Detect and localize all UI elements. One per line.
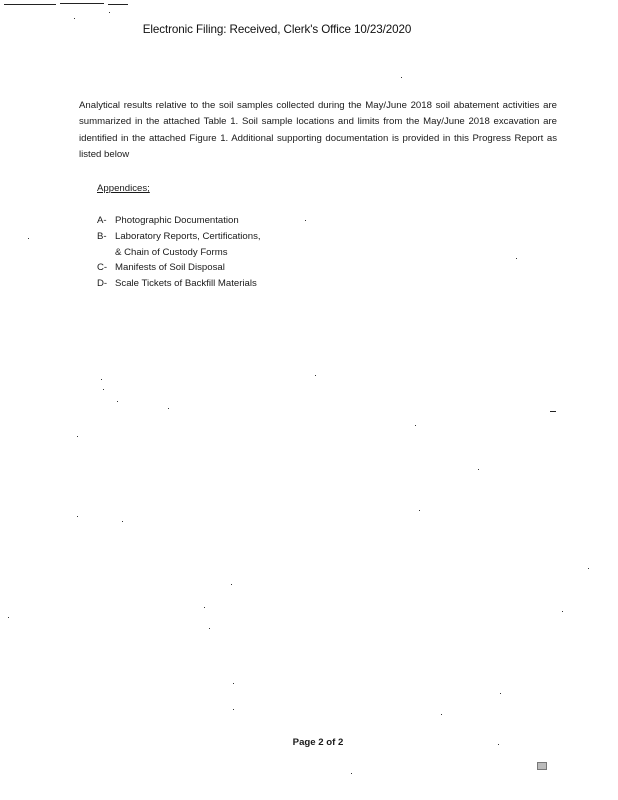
scan-speck	[305, 220, 306, 221]
scan-speck	[168, 408, 169, 409]
scan-speck	[516, 258, 517, 259]
scan-artifact-line	[60, 3, 104, 4]
appendix-text: Photographic Documentation	[115, 215, 239, 226]
scan-speck	[562, 611, 563, 612]
electronic-filing-stamp: Electronic Filing: Received, Clerk's Office 10/23/2020	[142, 22, 412, 36]
scan-speck	[441, 714, 442, 715]
scan-speck	[315, 375, 316, 376]
scan-speck	[117, 401, 118, 402]
scan-speck	[8, 617, 9, 618]
scan-speck	[101, 379, 102, 380]
scan-corner-mark-icon	[537, 762, 547, 770]
scan-artifact-line	[108, 4, 128, 5]
appendix-text: Scale Tickets of Backfill Materials	[115, 278, 257, 290]
scan-speck	[588, 568, 589, 569]
scan-speck	[77, 436, 78, 437]
scan-speck	[419, 510, 420, 511]
scan-speck	[28, 238, 29, 239]
scan-speck	[415, 425, 416, 426]
appendix-item-c	[97, 260, 261, 276]
scan-speck	[500, 693, 501, 694]
scan-speck	[401, 77, 402, 78]
scan-speck	[74, 18, 75, 19]
appendices-heading: Appendices;	[97, 183, 150, 194]
appendix-item-d	[97, 276, 261, 292]
scan-speck	[351, 773, 352, 774]
appendix-item-b	[97, 229, 261, 245]
appendix-letter: D-	[97, 278, 108, 290]
appendix-list	[97, 213, 261, 292]
appendix-item-a	[97, 213, 261, 229]
appendix-item-b-continuation	[97, 245, 261, 261]
appendix-letter: C-	[97, 262, 108, 274]
appendix-letter: B-	[97, 230, 107, 242]
appendix-letter: A-	[97, 215, 107, 226]
scan-speck	[103, 389, 104, 390]
appendix-text-continuation: & Chain of Custody Forms	[115, 246, 228, 258]
appendix-text: Manifests of Soil Disposal	[115, 262, 225, 274]
body-paragraph: Analytical results relative to the soil samples collected during the May/June 2018 soil abatement activities are summarized in the attached Table 1. Soil sample locations and limits from the May/June 2018 excavation are identified in the attached Figure 1. Additional supporting documentation is provided in this Progress Report as listed below	[79, 99, 557, 161]
scan-artifact-line	[4, 4, 56, 5]
scan-speck	[77, 516, 78, 517]
scan-speck	[233, 709, 234, 710]
scan-speck	[204, 607, 205, 608]
scan-speck	[233, 683, 234, 684]
scan-artifact-dash	[550, 411, 556, 412]
scan-speck	[209, 628, 210, 629]
scan-speck	[231, 584, 232, 585]
scan-speck	[122, 521, 123, 522]
scan-speck	[109, 12, 110, 13]
scan-speck	[478, 469, 479, 470]
appendix-text: Laboratory Reports, Certifications,	[115, 230, 261, 242]
page-number: Page 2 of 2	[292, 737, 344, 748]
